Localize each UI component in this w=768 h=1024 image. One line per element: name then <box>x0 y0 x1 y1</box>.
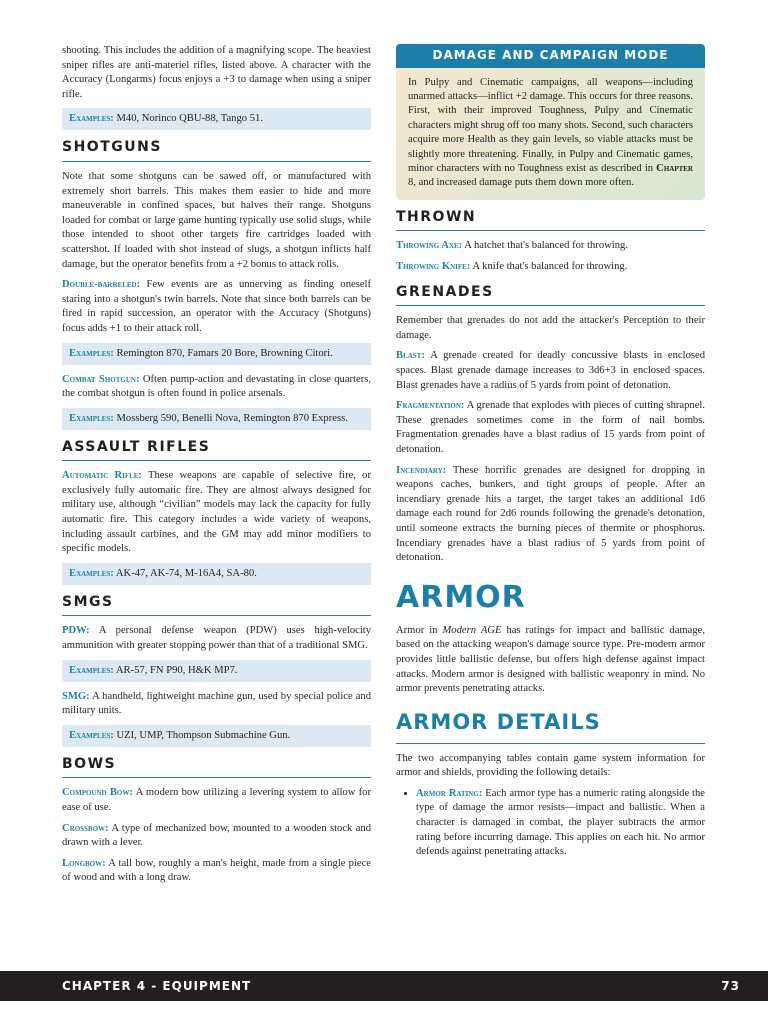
heading-assault-rifles: ASSAULT RIFLES <box>62 440 371 462</box>
throwing-axe-entry <box>396 239 705 254</box>
term-throwing-knife: Throwing Knife: <box>396 261 471 273</box>
examples-box-double <box>62 343 371 365</box>
heading-armor: ARMOR <box>396 579 526 615</box>
armor-paragraph <box>396 624 705 697</box>
examples-label: Examples: <box>69 412 114 424</box>
armor-text: Armor in <box>396 624 443 636</box>
heading-shotguns: SHOTGUNS <box>62 140 371 162</box>
chapter-ref: Chapter <box>656 163 693 175</box>
entry-text: A tall bow, roughly a man's height, made from a single piece of wood and with a long draw. <box>62 857 371 884</box>
term-automatic-rifle: Automatic Rifle: <box>62 470 142 482</box>
double-barreled-entry <box>62 278 371 336</box>
blast-entry <box>396 349 705 393</box>
sidebar-damage-campaign <box>396 44 705 200</box>
entry-text: Each armor type has a numeric rating alongside the type of damage the armor resists—impact and ballistic. When a character is damaged in combat, the player subtracts the armor rating before incurring damage. This applies on each hit. No armor defends against penetrating attacks. <box>416 787 705 858</box>
examples-box-auto <box>62 563 371 585</box>
heading-smgs: SMGS <box>62 595 371 617</box>
examples-text: UZI, UMP, Thompson Submachine Gun. <box>113 729 291 741</box>
term-smg: SMG: <box>62 690 90 702</box>
entry-text: A handheld, lightweight machine gun, used by special police and military units. <box>62 690 371 717</box>
list-item <box>416 787 705 860</box>
game-title: Modern AGE <box>442 624 502 636</box>
automatic-rifle-entry <box>62 469 371 557</box>
details-paragraph: The two accompanying tables contain game system information for armor and shields, providing the following details: <box>396 752 705 779</box>
armor-text: has ratings for impact and ballistic damage, based on the attacking weapon's damage source type. Pre-modern armor provides little ballistic defense, but offers high defense against impact attacks. Modern armor is designed with ballistic weaponry in mind. No armor prevents penetrating attacks. <box>396 624 705 695</box>
throwing-knife-entry <box>396 260 705 275</box>
entry-text: A grenade created for deadly concussive blasts in enclosed spaces. Blast grenade damage increases to 3d6+3 in enclosed spaces. Blast grenades have a radius of 5 yards from point of detonation. <box>396 350 705 391</box>
examples-label: Examples: <box>69 567 114 579</box>
right-column <box>396 44 705 860</box>
left-column <box>62 44 371 892</box>
term-blast: Blast: <box>396 350 425 362</box>
term-crossbow: Crossbow: <box>62 822 109 834</box>
entry-text: A modern bow utilizing a levering system to allow for ease of use. <box>62 787 371 813</box>
term-combat-shotgun: Combat Shotgun: <box>62 373 140 385</box>
entry-text: A hatchet that's balanced for throwing. <box>462 240 628 252</box>
heading-armor-details: ARMOR DETAILS <box>396 709 705 744</box>
heading-thrown: THROWN <box>396 210 705 232</box>
entry-text: A grenade that explodes with pieces of cutting shrapnel. These grenades sometimes come in the form of nail bombs. Fragmentation grenades have a blast radius of 15 yards from point of detonation. <box>396 400 705 455</box>
term-throwing-axe: Throwing Axe: <box>396 240 463 252</box>
sidebar-body <box>396 68 705 200</box>
grenades-paragraph: Remember that grenades do not add the attacker's Perception to their damage. <box>396 315 705 341</box>
sniper-paragraph: shooting. This includes the addition of a magnifying scope. The heaviest sniper rifles are anti-materiel rifles, listed above. A character with the Accuracy (Longarms) focus enjoys a +3 to damage when using a sniper rifle. <box>62 45 371 100</box>
sidebar-title: DAMAGE AND CAMPAIGN MODE <box>396 44 705 68</box>
examples-text: M40, Norinco QBU-88, Tango 51. <box>113 113 263 125</box>
term-longbow: Longbow: <box>62 857 106 869</box>
term-fragmentation: Fragmentation: <box>396 400 465 412</box>
examples-label: Examples: <box>69 347 114 359</box>
examples-label: Examples: <box>69 729 114 741</box>
term-double-barreled: Double-barreled: <box>62 279 141 291</box>
incendiary-entry <box>396 464 705 566</box>
entry-text: These weapons are capable of selective fire, or exclusively fully automatic fire. They are almost always designed for military use, although “civilian” models may lack the capacity for fully automatic fire. This category includes a wide variety of weapons, including assault carbines, and the GM may add minor modifiers to specific models. <box>62 470 371 555</box>
entry-text: Often pump-action and devastating in close quarters, the combat shotgun is often found in police arsenals. <box>62 373 371 400</box>
examples-text: AR-57, FN P90, H&K MP7. <box>113 664 238 676</box>
examples-box-sniper <box>62 108 371 130</box>
sidebar-text: 8, and increased damage puts them down more often. <box>408 177 634 189</box>
entry-text: A personal defense weapon (PDW) uses high-velocity ammunition with greater stopping power than that of a traditional SMG. <box>62 625 371 652</box>
term-incendiary: Incendiary: <box>396 464 447 476</box>
compound-bow-entry <box>62 786 371 815</box>
examples-label: Examples: <box>69 113 114 125</box>
heading-grenades: GRENADES <box>396 285 705 307</box>
examples-text: AK-47, AK-74, M-16A4, SA-80. <box>113 567 257 579</box>
footer-chapter: CHAPTER 4 - EQUIPMENT <box>62 979 252 993</box>
examples-text: Remington 870, Famars 20 Bore, Browning Citori. <box>113 347 333 359</box>
page-number: 73 <box>721 979 740 993</box>
term-armor-rating: Armor Rating: <box>416 787 483 799</box>
examples-label: Examples: <box>69 664 114 676</box>
fragmentation-entry <box>396 399 705 457</box>
shotguns-paragraph: Note that some shotguns can be sawed off, or manufactured with extremely short barrels. This makes them easier to hide and more maneuverable in confined spaces, but halves their range. Shotguns loaded for combat or large game hunting typically use solid slugs, while those intended to shoot other targets fire cartridges loaded with scattershot. If loaded with shot instead of slugs, a shotgun inflicts half damage, but the operator benefits from a +2 bonus to attack rolls. <box>62 170 371 270</box>
longbow-entry <box>62 857 371 886</box>
pdw-entry <box>62 624 371 653</box>
examples-box-smg <box>62 725 371 747</box>
details-list <box>396 787 705 860</box>
entry-text: A type of mechanized bow, mounted to a wooden stock and drawn with a lever. <box>62 822 371 849</box>
crossbow-entry <box>62 822 371 851</box>
combat-shotgun-entry <box>62 373 371 402</box>
examples-text: Mossberg 590, Benelli Nova, Remington 870 Express. <box>113 412 348 424</box>
heading-bows: BOWS <box>62 757 371 779</box>
sidebar-text: In Pulpy and Cinematic campaigns, all weapons—including unarmed attacks—inflict +2 damage. This occurs for three reasons. First, with their improved Toughness, Pulpy and Cinematic characters might shrug off too many shots. Second, such characters acquire more Health as they gain levels, so viable attacks must be slightly more threatening. Finally, in Pulpy and Cinematic games, minor characters with no Toughness exist as described in <box>408 76 693 175</box>
term-pdw: PDW: <box>62 625 90 637</box>
smg-entry <box>62 690 371 719</box>
entry-text: These horrific grenades are designed for dropping in weapons caches, bunkers, and tight groups of people. After an incendiary grenade hits a target, the target takes an additional 1d6 damage each round for 2d6 rounds following the grenade's detonation, until someone extracts the burning pieces of thermite or phosphorus. Incendiary grenades have a blast radius of 5 yards from point of detonation. <box>396 464 705 564</box>
examples-box-pdw <box>62 660 371 682</box>
page-footer <box>0 971 768 1001</box>
term-compound-bow: Compound Bow: <box>62 787 133 799</box>
examples-box-combat <box>62 408 371 430</box>
entry-text: Few events are as unnerving as finding oneself staring into a shotgun's twin barrels. Note that since both barrels can be fired in rapid succession, an operator with the Accuracy (Shotguns) focus adds +1 to their attack roll. <box>62 279 371 334</box>
entry-text: A knife that's balanced for throwing. <box>470 261 628 273</box>
